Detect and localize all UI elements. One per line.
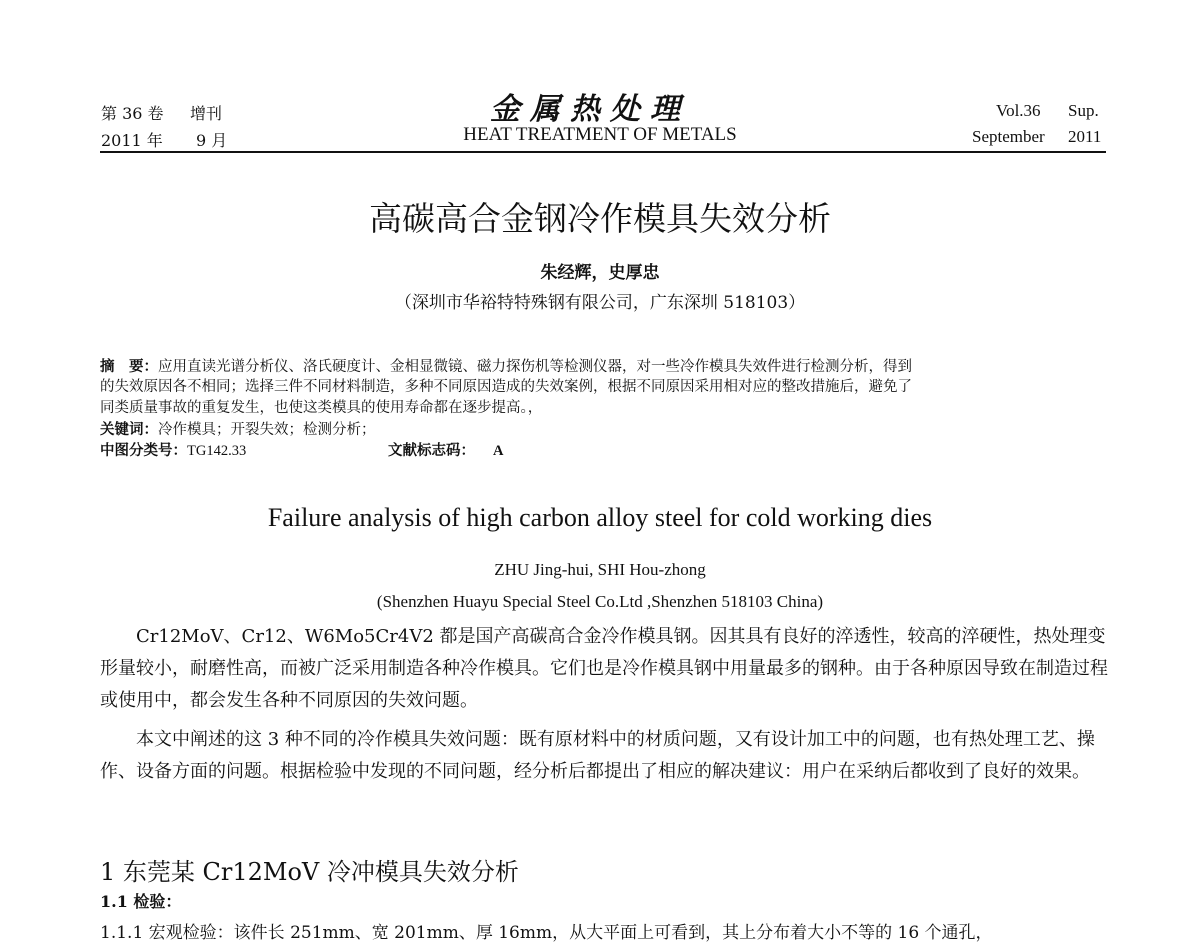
clc-label: 中图分类号： xyxy=(100,442,187,459)
header-rule xyxy=(100,151,1106,153)
abstract-label: 摘 要： xyxy=(100,358,158,375)
doc-code-label: 文献标志码： xyxy=(388,442,475,459)
supplement-en: Sup. xyxy=(1068,101,1099,120)
volume-en: Vol.36 xyxy=(996,101,1041,120)
subsection-1-1-heading: 1.1 检验： xyxy=(100,892,182,911)
volume-label: 第 36 卷 xyxy=(101,104,164,123)
journal-title-en: HEAT TREATMENT OF METALS xyxy=(463,124,737,145)
month-en: September xyxy=(972,127,1045,146)
clc-value: TG142.33 xyxy=(187,443,247,459)
classification-line xyxy=(100,441,246,461)
affiliation-en: (Shenzhen Huayu Special Steel Co.Ltd ,Shenzhen 518103 China) xyxy=(376,592,824,611)
keywords-label: 关键词： xyxy=(100,421,158,438)
article-title-en: Failure analysis of high carbon alloy steel for cold working dies xyxy=(267,503,933,532)
keywords-line xyxy=(100,420,376,440)
abstract-text-1: 应用直读光谱分析仪、洛氏硬度计、金相显微镜、磁力探伤机等检测仪器，对一些冷作模具失效件进行检测分析，得到 xyxy=(158,359,912,375)
year-en: 2011 xyxy=(1068,127,1102,146)
body-paragraph-1: Cr12MoV、Cr12、W6Mo5Cr4V2 都是国产高碳高合金冷作模具钢。因其具有良好的淬透性，较高的淬硬性，热处理变形量较小，耐磨性高，而被广泛采用制造各种冷作模具。它们也是冷作模具钢中用量最多的钢种。由于各种原因导致在制造过程或使用中，都会发生各种不同原因的失效问题。 xyxy=(100,626,1108,711)
abstract-line-1 xyxy=(100,357,912,377)
abstract-line-2: 的失效原因各不相同；选择三件不同材料制造，多种不同原因造成的失效案例，根据不同原因采用相对应的整改措施后，避免了 xyxy=(100,379,912,395)
authors-cn: 朱经辉，史厚忠 xyxy=(540,263,660,283)
month-label: 9 月 xyxy=(196,131,228,150)
section-1-heading: 1 东莞某 Cr12MoV 冷冲模具失效分析 xyxy=(100,858,519,886)
year-label: 2011 年 xyxy=(101,131,163,150)
supplement-label: 增刊 xyxy=(190,104,223,123)
authors-en: ZHU Jing-hui, SHI Hou-zhong xyxy=(494,560,706,579)
affiliation-cn: （深圳市华裕特特殊钢有限公司，广东深圳 518103） xyxy=(394,293,806,313)
journal-logo-cn: 金属热处理 xyxy=(490,92,690,127)
abstract-line-3: 同类质量事故的重复发生，也使这类模具的使用寿命都在逐步提高。， xyxy=(100,400,543,416)
body-paragraph-3: 1.1.1 宏观检验：该件长 251mm、宽 201mm、厚 16mm，从大平面上可看到，其上分布着大小不等的 16 个通孔， xyxy=(100,923,993,943)
doc-code-value: A xyxy=(493,443,504,459)
article-title-cn: 高碳高合金钢冷作模具失效分析 xyxy=(369,199,831,238)
doc-code-line xyxy=(388,441,503,461)
body-paragraph-2: 本文中阐述的这 3 种不同的冷作模具失效问题：既有原材料中的材质问题，又有设计加工中的问题，也有热处理工艺、操作、设备方面的问题。根据检验中发现的不同问题，经分析后都提出了相应的解决建议：用户在采纳后都收到了良好的效果。 xyxy=(100,729,1095,782)
keywords-text: 冷作模具；开裂失效；检测分析； xyxy=(158,422,376,438)
